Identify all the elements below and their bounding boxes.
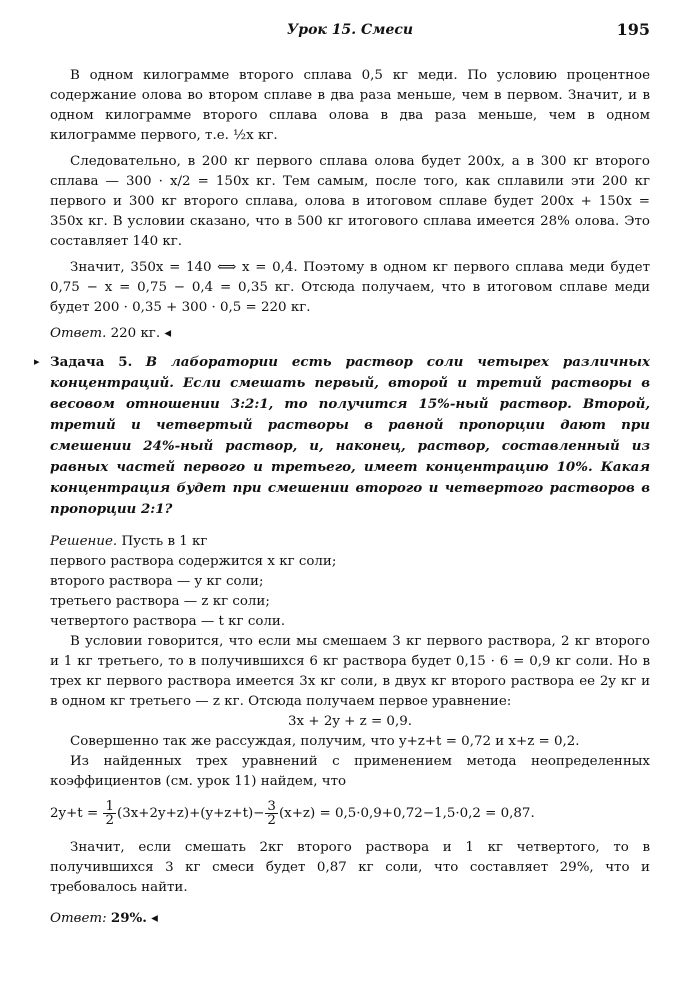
page-body: [34, 66, 650, 929]
end-mark-icon: ◂: [164, 326, 172, 341]
fraction-2-numerator: 3: [267, 799, 276, 814]
paragraph-3: Значит, 350x = 140 ⟺ x = 0,4. Поэтому в одном кг первого сплава меди будет 0,75 − x = 0,75 − 0,4 = 0,35 кг. Отсюда получаем, что в итоговом сплаве меди будет 200 · 0,35 + 300 · 0,5 = 220 кг.: [50, 260, 650, 315]
paragraph-4: В условии говорится, что если мы смешаем 3 кг первого раствора, 2 кг второго и 1 кг третьего, то в получившихся 6 кг раствора будет 0,15 · 6 = 0,9 кг соли. Но в трех кг первого раствора имеется 3x кг соли, в двух кг второго раствора ее 2y кг и в одном кг третьего — z кг. Отсюда получаем первое уравнение:: [50, 634, 650, 709]
formula-middle: (3x+2y+z)+(y+z+t)−: [116, 806, 265, 821]
task-5: [34, 352, 650, 520]
fraction-1-denominator: 2: [105, 813, 114, 828]
paragraph-6: Из найденных трех уравнений с применением метода неопределенных коэффициентов (см. урок 11) найдем, что: [50, 754, 650, 789]
answer-1: [50, 324, 650, 344]
formula-lhs: 2y+t =: [50, 806, 99, 821]
solution-line-1: первого раствора содержится x кг соли;: [50, 554, 337, 569]
task-5-label: Задача 5.: [50, 354, 133, 370]
solution-label: Решение.: [50, 534, 118, 549]
solution-line-3: третьего раствора — z кг соли;: [50, 594, 270, 609]
paragraph-7: Значит, если смешать 2кг второго раствора и 1 кг четвертого, то в получившихся 3 кг смеси будет 0,87 кг соли, что составляет 29%, что и требовалось найти.: [50, 840, 650, 895]
paragraph-5: Совершенно так же рассуждая, получим, что y+z+t = 0,72 и x+z = 0,2.: [70, 734, 580, 749]
page-number: 195: [616, 20, 650, 39]
solution-line-4: четвертого раствора — t кг соли.: [50, 614, 286, 629]
formula-fraction-2: [265, 800, 278, 827]
solution-intro-text: Пусть в 1 кг: [121, 534, 208, 549]
task-5-text: В лаборатории есть раствор соли четырех различных концентраций. Если смешать первый, второй и третий растворы в весовом отношении 3:2:1, то получится 15%-ный раствор. Второй, третий и четвертый растворы в равной пропорции дают при смешении 24%-ный раствор, и, наконец, раствор, составленный из равных частей первого и третьего, имеет концентрацию 10%. Какая концентрация будет при смешении второго и четвертого растворов в пропорции 2:1?: [50, 354, 650, 517]
formula-rhs: (x+z) = 0,5·0,9+0,72−1,5·0,2 = 0,87.: [278, 806, 535, 821]
equation-1: 3x + 2y + z = 0,9.: [288, 714, 412, 729]
formula-fraction-1: [103, 800, 116, 827]
answer-1-value: 220 кг.: [110, 326, 161, 341]
solution-intro: [50, 532, 650, 552]
answer-2: [50, 908, 650, 929]
running-title: Урок 15. Смеси: [286, 22, 414, 38]
answer-2-value: 29%.: [110, 910, 147, 926]
page-header: [50, 18, 650, 46]
paragraph-2: Следовательно, в 200 кг первого сплава олова будет 200x, а в 300 кг второго сплава — 300 · x/2 = 150x кг. Тем самым, после того, как сплавили эти 200 кг первого и 300 кг второго сплава, олова в итоговом сплаве будет 200x + 150x = 350x кг. В условии сказано, что в 500 кг итогового сплава имеется 28% олова. Это составляет 140 кг.: [50, 154, 650, 249]
task-5-statement: [50, 352, 650, 520]
paragraph-1: В одном килограмме второго сплава 0,5 кг меди. По условию процентное содержание олова во втором сплаве в два раза меньше, чем в первом. Значит, и в одном килограмме второго сплава олова в два раза меньше, чем в одном килограмме первого, т.е. ½x кг.: [50, 68, 650, 143]
main-formula: [50, 796, 650, 832]
end-mark-2-icon: ◂: [151, 911, 158, 926]
fraction-1-numerator: 1: [105, 799, 114, 814]
task-marker-icon: ▸: [34, 355, 40, 368]
solution-line-2: второго раствора — y кг соли;: [50, 574, 264, 589]
answer-1-label: Ответ.: [50, 326, 107, 341]
answer-2-label: Ответ:: [50, 911, 107, 926]
fraction-2-denominator: 2: [267, 813, 276, 828]
